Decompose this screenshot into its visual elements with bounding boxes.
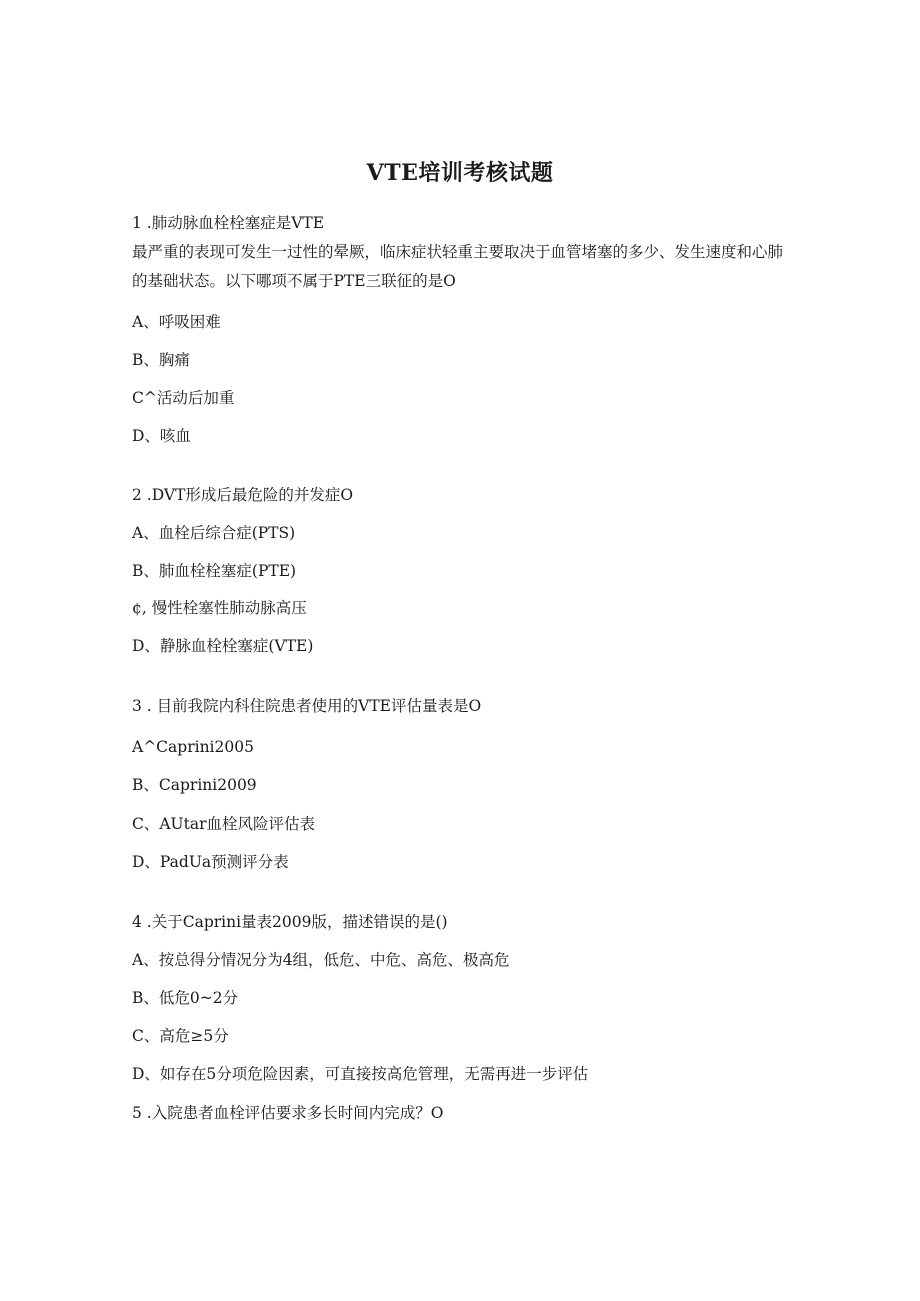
question-4-stem: 4 .关于Caprini量表2009版，描述错误的是(): [132, 913, 448, 931]
question-1-option-c: C^活动后加重: [132, 389, 235, 407]
question-4-option-b: B、低危0~2分: [132, 989, 239, 1007]
question-4-option-a: A、按总得分情况分为4组，低危、中危、高危、极高危: [132, 951, 510, 969]
question-4-option-d: D、如存在5分项危险因素，可直接按高危管理，无需再进一步评估: [132, 1065, 589, 1083]
question-3-option-a: A^Caprini2005: [132, 738, 254, 756]
question-2-option-a: A、血栓后综合症(PTS): [132, 524, 296, 542]
question-2-option-d: D、静脉血栓栓塞症(VTE): [132, 637, 314, 655]
question-3-option-c: C、AUtar血栓风险评估表: [132, 815, 315, 833]
question-5-stem: 5 .入院患者血栓评估要求多长时间内完成？O: [132, 1104, 444, 1122]
question-1-option-d: D、咳血: [132, 427, 191, 445]
question-1-stem-continued: 最严重的表现可发生一过性的晕厥，临床症状轻重主要取决于血管堵塞的多少、发生速度和心肺的基础状态。以下哪项不属于PTE三联征的是O: [132, 243, 784, 290]
question-3-option-b: B、Caprini2009: [132, 776, 257, 794]
document-title: VTE培训考核试题: [366, 160, 554, 186]
question-2-option-c: ¢, 慢性栓塞性肺动脉高压: [132, 599, 307, 617]
question-1-option-b: B、胸痛: [132, 351, 190, 369]
question-2-option-b: B、肺血栓栓塞症(PTE): [132, 562, 297, 580]
question-3-stem: 3 . 目前我院内科住院患者使用的VTE评估量表是O: [132, 697, 482, 715]
question-3-option-d: D、PadUa预测评分表: [132, 853, 289, 871]
question-4-option-c: C、高危≥5分: [132, 1027, 229, 1045]
question-1-stem: 1 .肺动脉血栓栓塞症是VTE: [132, 214, 325, 232]
question-1-option-a: A、呼吸困难: [132, 313, 221, 331]
question-2-stem: 2 .DVT形成后最危险的并发症O: [132, 486, 354, 504]
